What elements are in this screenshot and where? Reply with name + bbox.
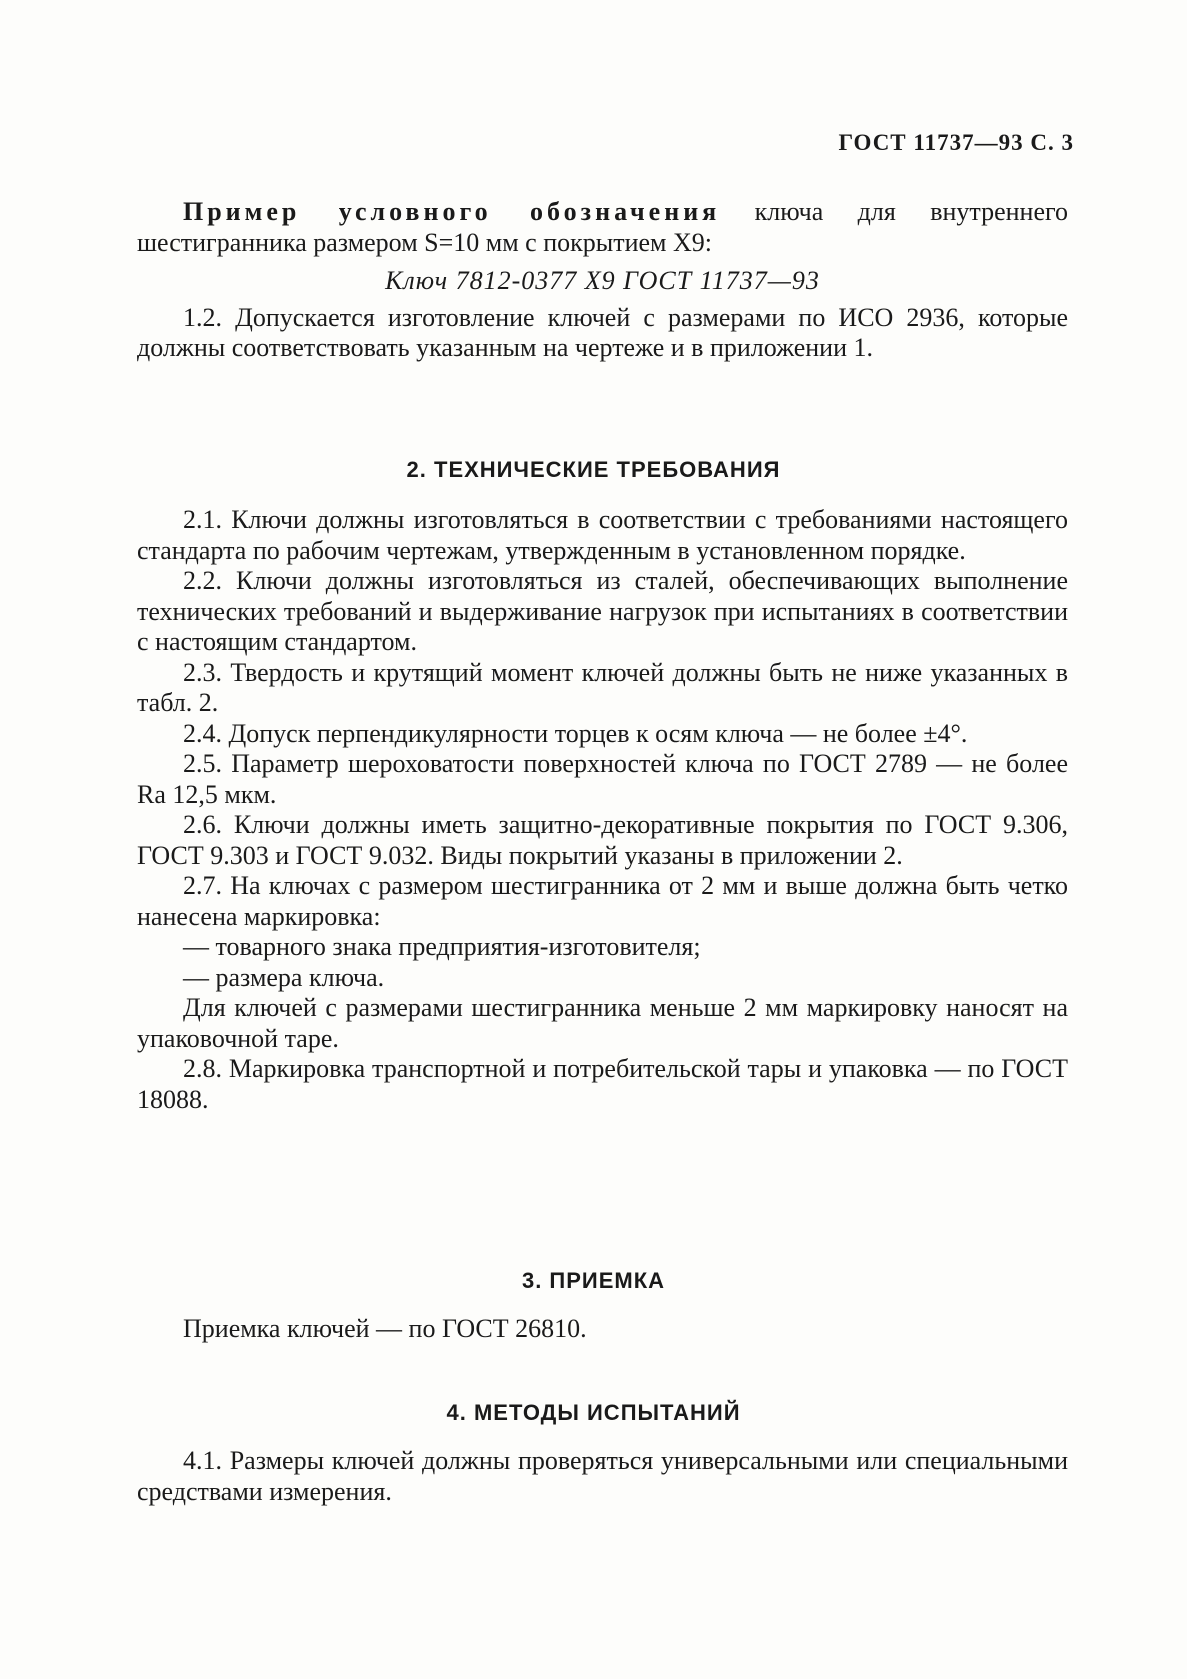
paragraph-2-5: 2.5. Параметр шероховатости поверхностей ключа по ГОСТ 2789 — не более Ra 12,5 мкм.: [137, 749, 1068, 809]
example-lead: Пример условного обозначения: [183, 197, 721, 226]
paragraph-2-7-note: Для ключей с размерами шестигранника меньше 2 мм маркировку наносят на упаковочной таре.: [137, 993, 1068, 1053]
designation-example: Ключ 7812-0377 Х9 ГОСТ 11737—93: [385, 266, 820, 295]
section-2-body: [137, 505, 1068, 1115]
paragraph-2-3: 2.3. Твердость и крутящий момент ключей должны быть не ниже указанных в табл. 2.: [137, 657, 1068, 717]
page-header: ГОСТ 11737—93 С. 3: [838, 130, 1074, 155]
section-4-heading: 4. МЕТОДЫ ИСПЫТАНИЙ: [446, 1400, 741, 1425]
paragraph-2-8: 2.8. Маркировка транспортной и потребительской тары и упаковка — по ГОСТ 18088.: [137, 1054, 1068, 1114]
example-rest: ключа для внутреннего шестигранника размером S=10 мм с покрытием Х9:: [137, 197, 1068, 257]
section-3-heading: 3. ПРИЕМКА: [521, 1268, 666, 1293]
section-3-body: [137, 1314, 1068, 1345]
paragraph-1-2: 1.2. Допускается изготовление ключей с размерами по ИСО 2936, которые должны соответствовать указанным на чертеже и в приложении 1.: [137, 302, 1068, 362]
paragraph-2-4: 2.4. Допуск перпендикулярности торцев к осям ключа — не более ±4°.: [183, 718, 968, 748]
paragraph-2-1: 2.1. Ключи должны изготовляться в соответствии с требованиями настоящего стандарта по рабочим чертежам, утвержденным в установленном порядке.: [137, 505, 1068, 565]
list-item: — товарного знака предприятия-изготовителя;: [183, 932, 701, 961]
paragraph-2-2: 2.2. Ключи должны изготовляться из сталей, обеспечивающих выполнение технических требований и выдерживание нагрузок при испытаниях в соответствии с настоящим стандартом.: [137, 566, 1068, 656]
list-item: — размера ключа.: [183, 962, 385, 992]
paragraph-4-1: 4.1. Размеры ключей должны проверяться универсальными или специальными средствами измерения.: [137, 1446, 1068, 1506]
example-paragraph: [137, 197, 1068, 258]
intro-block: [137, 197, 1068, 364]
paragraph-2-7: 2.7. На ключах с размером шестигранника от 2 мм и выше должна быть четко нанесена маркировка:: [137, 871, 1068, 931]
paragraph-3: Приемка ключей — по ГОСТ 26810.: [183, 1314, 587, 1343]
section-2-heading: 2. ТЕХНИЧЕСКИЕ ТРЕБОВАНИЯ: [406, 457, 781, 482]
section-4-body: [137, 1446, 1068, 1507]
paragraph-2-6: 2.6. Ключи должны иметь защитно-декоративные покрытия по ГОСТ 9.306, ГОСТ 9.303 и ГОСТ 9.032. Виды покрытий указаны в приложении 2.: [137, 810, 1068, 870]
